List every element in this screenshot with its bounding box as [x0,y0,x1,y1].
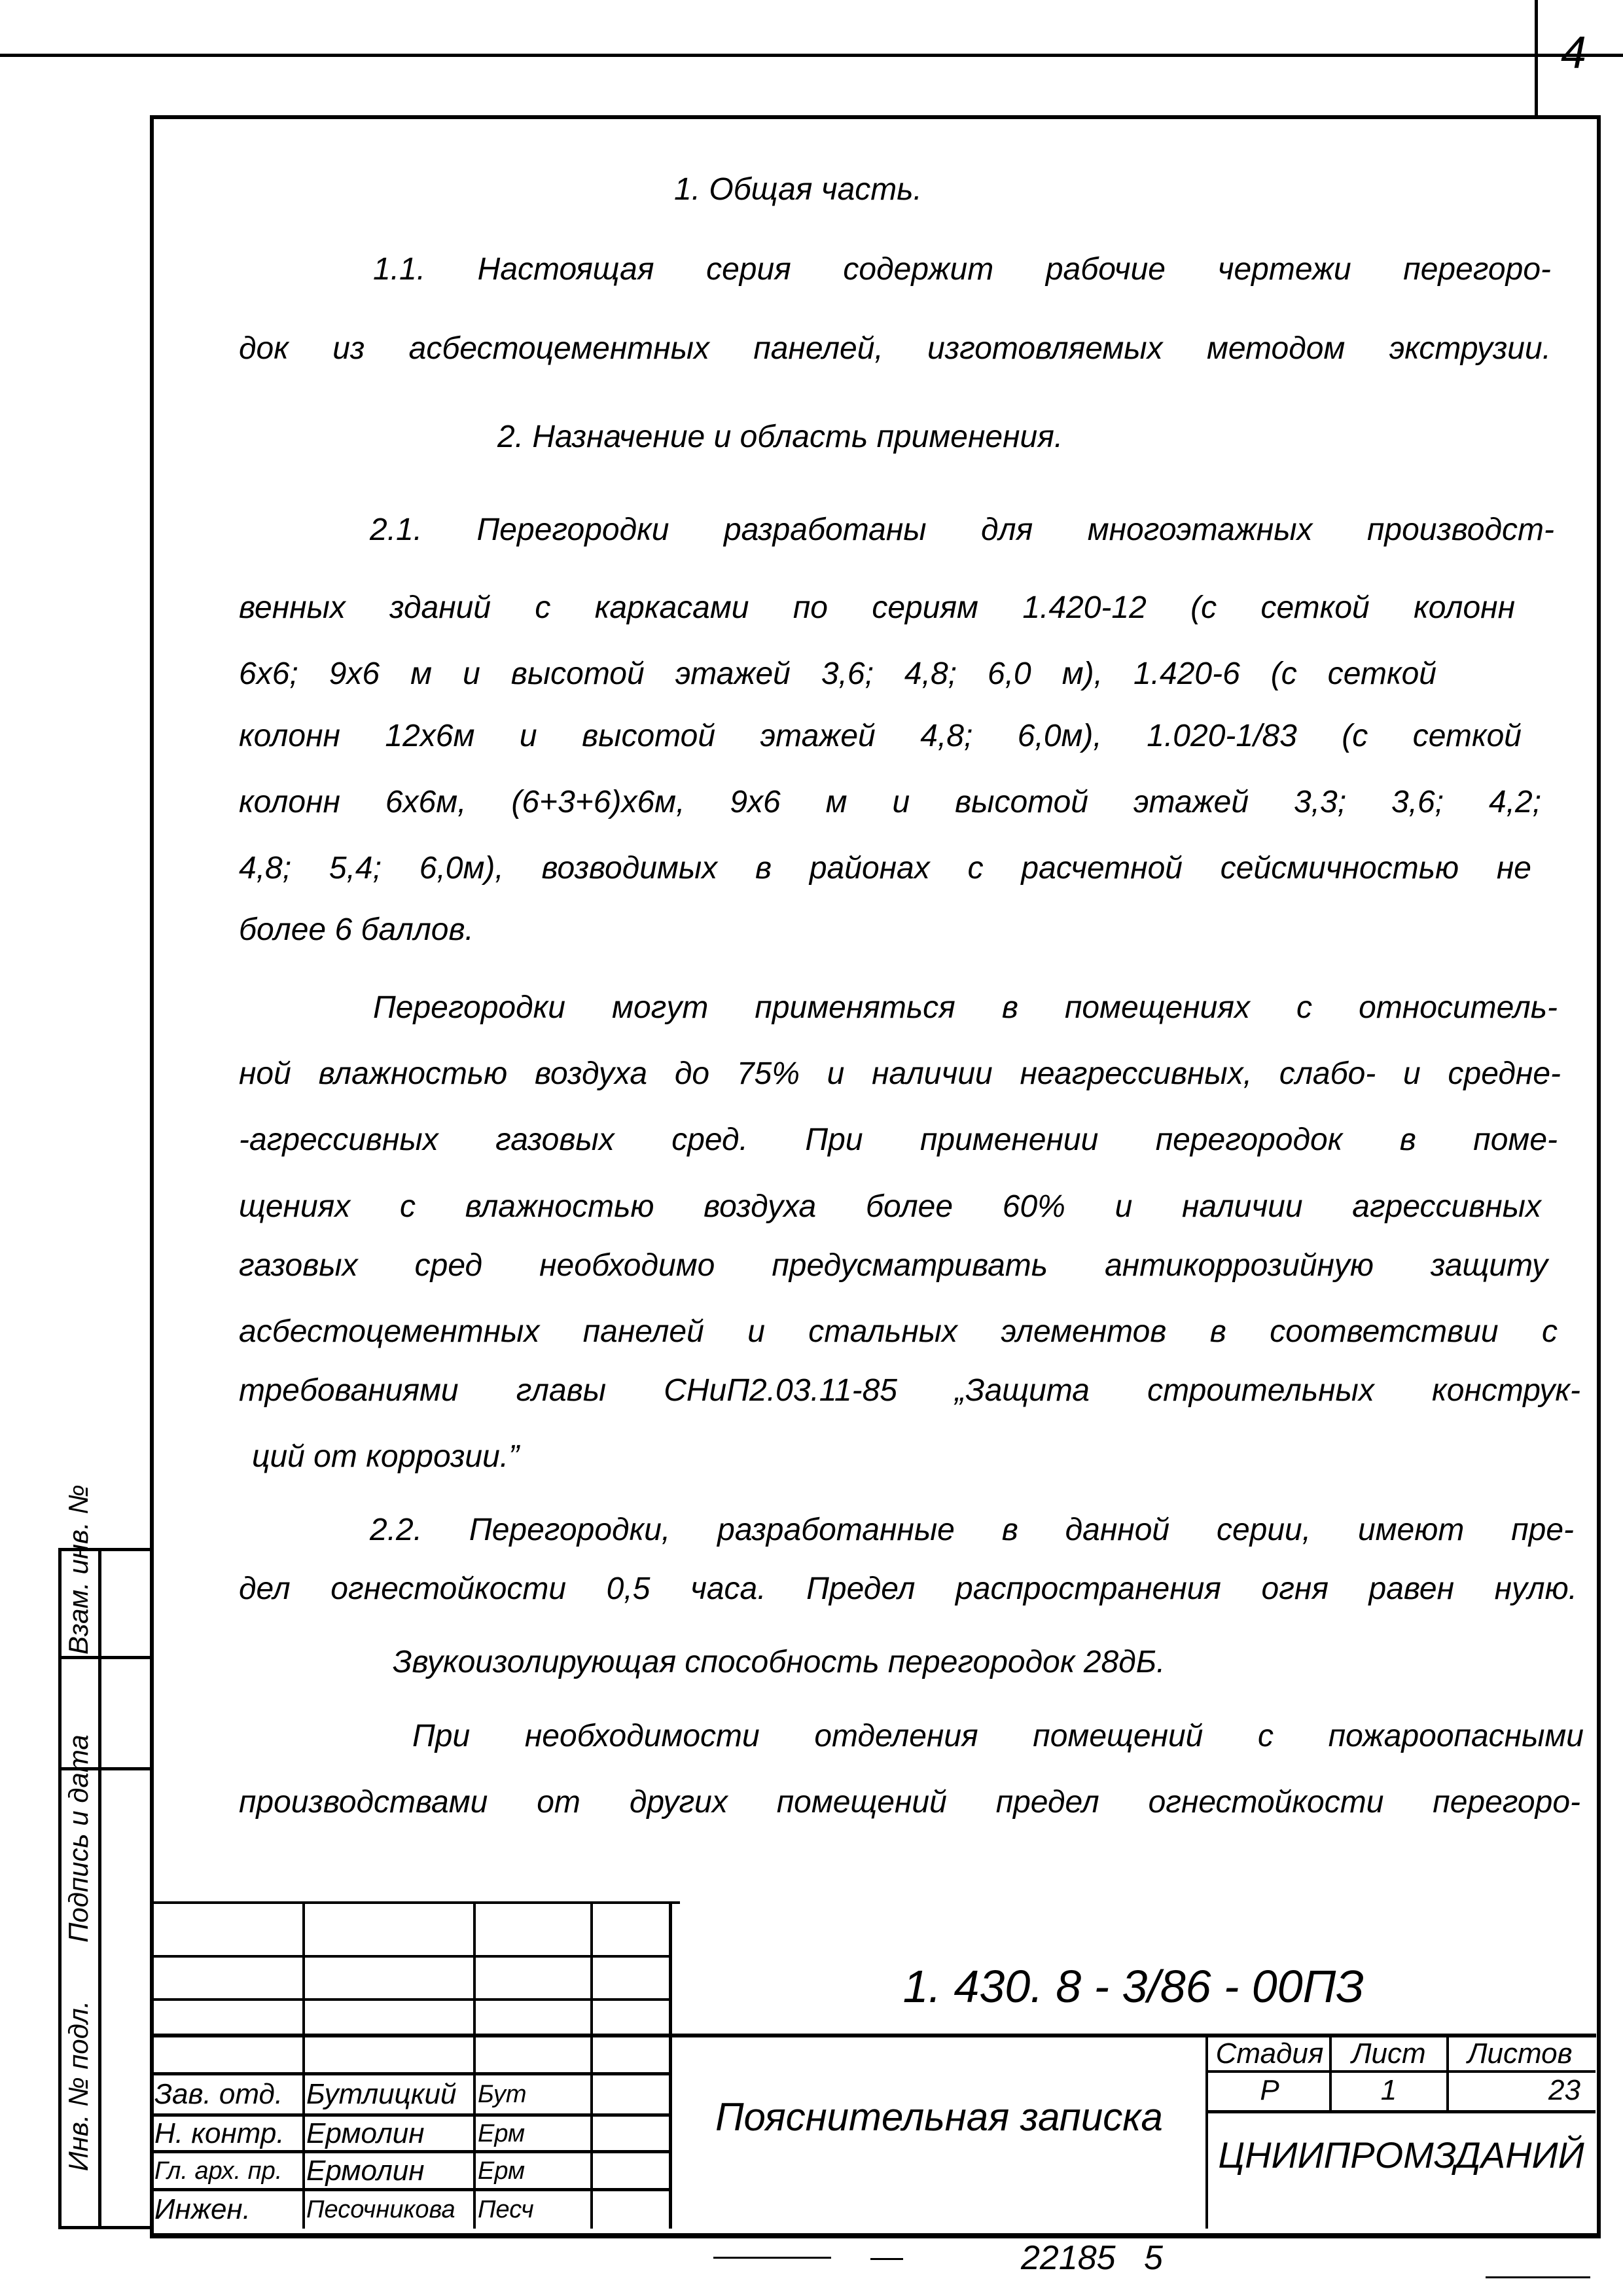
signature-role: Гл. арх. пр. [154,2157,283,2185]
signature-mark: Песч [478,2196,534,2223]
text-line: Звукоизолирующая способность перегородок 28дБ. [393,1645,1166,1679]
title-block-row [1205,2110,1596,2113]
section-title-purpose: 2. Назначение и область применения. [497,420,1063,454]
text-line: требованиями главы СНиП2.03.11-85 „Защита строительных конструк- [239,1373,1580,1408]
text-line: венных зданий с каркасами по сериям 1.420-12 (с сеткой колонн [239,590,1515,625]
title-block-col [1205,2036,1208,2229]
side-stamp-row-line [58,1656,150,1659]
text-line: 1.1. Настоящая серия содержит рабочие чертежи перегоро- [373,252,1551,287]
top-rule [0,54,1623,57]
title-block-col [590,1901,593,2229]
title-block-col [473,1901,476,2229]
document-title: Пояснительная записка [715,2095,1163,2139]
text-line: ной влажностью воздуха до 75% и наличии неагрессивных, слабо- и средне- [239,1056,1561,1091]
signature-mark: Ерм [478,2120,526,2147]
text-line: 6х6; 9х6 м и высотой этажей 3,6; 4,8; 6,0 м), 1.420-6 (с сеткой [239,656,1436,691]
signature-role: Инжен. [154,2193,251,2225]
signature-name: Бутлицкий [306,2078,457,2110]
section-title-general: 1. Общая часть. [674,172,922,207]
organization-name: ЦНИИПРОМЗДАНИЙ [1218,2134,1584,2176]
value-sheets: 23 [1548,2074,1580,2106]
title-block-col [1329,2036,1332,2111]
text-line: щениях с влажностью воздуха более 60% и наличии агрессивных [239,1189,1541,1224]
signature-name: Ермолин [306,2117,425,2149]
signature-name: Песочникова [306,2196,455,2223]
text-line: При необходимости отделения помещений с пожароопасными [412,1719,1584,1753]
text-line: док из асбестоцементных панелей, изготовляемых методом экструзии. [239,331,1551,366]
signature-mark: Ерм [478,2157,526,2185]
page-number: 4 [1561,27,1586,78]
value-sheet: 1 [1380,2074,1397,2106]
side-stamp-divider [98,1548,101,2229]
text-line: асбестоцементных панелей и стальных элементов в соответствии с [239,1314,1558,1349]
text-line: более 6 баллов. [239,912,474,947]
header-sheets: Листов [1467,2037,1573,2070]
text-line: колонн 6х6м, (6+3+6)х6м, 9х6 м и высотой этажей 3,3; 3,6; 4,2; [239,785,1541,819]
text-line: производствами от других помещений предел огнестойкости перегоро- [239,1785,1580,1820]
title-block-col [302,1901,305,2229]
header-sheet: Лист [1351,2037,1426,2070]
footer-mark [713,2257,831,2259]
text-line: газовых сред необходимо предусматривать антикоррозийную защиту [239,1248,1548,1283]
page-number-box-border [1535,0,1538,118]
signature-role: Н. контр. [154,2117,285,2149]
signature-role: Зав. отд. [154,2078,283,2110]
text-line: ций от коррозии.” [252,1439,520,1474]
title-block-col [1446,2036,1449,2111]
footer-mark [1486,2276,1590,2278]
title-block-top [150,1901,680,1904]
header-stage: Стадия [1215,2037,1324,2070]
text-line: -агрессивных газовых сред. При применении перегородок в поме- [239,1122,1558,1157]
title-block-col [669,1901,672,2229]
text-line: Перегородки могут применяться в помещениях с относитель- [373,990,1558,1025]
text-line: 2.1. Перегородки разработаны для многоэтажных производст- [370,512,1554,547]
signature-mark: Бут [478,2081,527,2108]
text-line: 4,8; 5,4; 6,0м), возводимых в районах с расчетной сейсмичностью не [239,851,1531,886]
text-line: 2.2. Перегородки, разработанные в данной серии, имеют пре- [370,1513,1574,1547]
side-stamp-label-original-inv: Инв. № подл. [63,2000,94,2172]
value-stage: Р [1260,2074,1279,2106]
text-line: дел огнестойкости 0,5 часа. Предел распространения огня равен нулю. [239,1571,1577,1606]
signature-name: Ермолин [306,2155,425,2187]
footer-number: 22185 5 [1021,2239,1163,2277]
text-line: колонн 12х6м и высотой этажей 4,8; 6,0м), 1.020-1/83 (с сеткой [239,719,1522,753]
side-stamp-label-replace-inv: Взам. инв. № [63,1484,94,1655]
footer-mark [870,2258,903,2260]
document-code: 1. 430. 8 - 3/86 - 00ПЗ [902,1961,1364,2012]
side-stamp-label-signature-date: Подпись и дата [63,1734,94,1943]
